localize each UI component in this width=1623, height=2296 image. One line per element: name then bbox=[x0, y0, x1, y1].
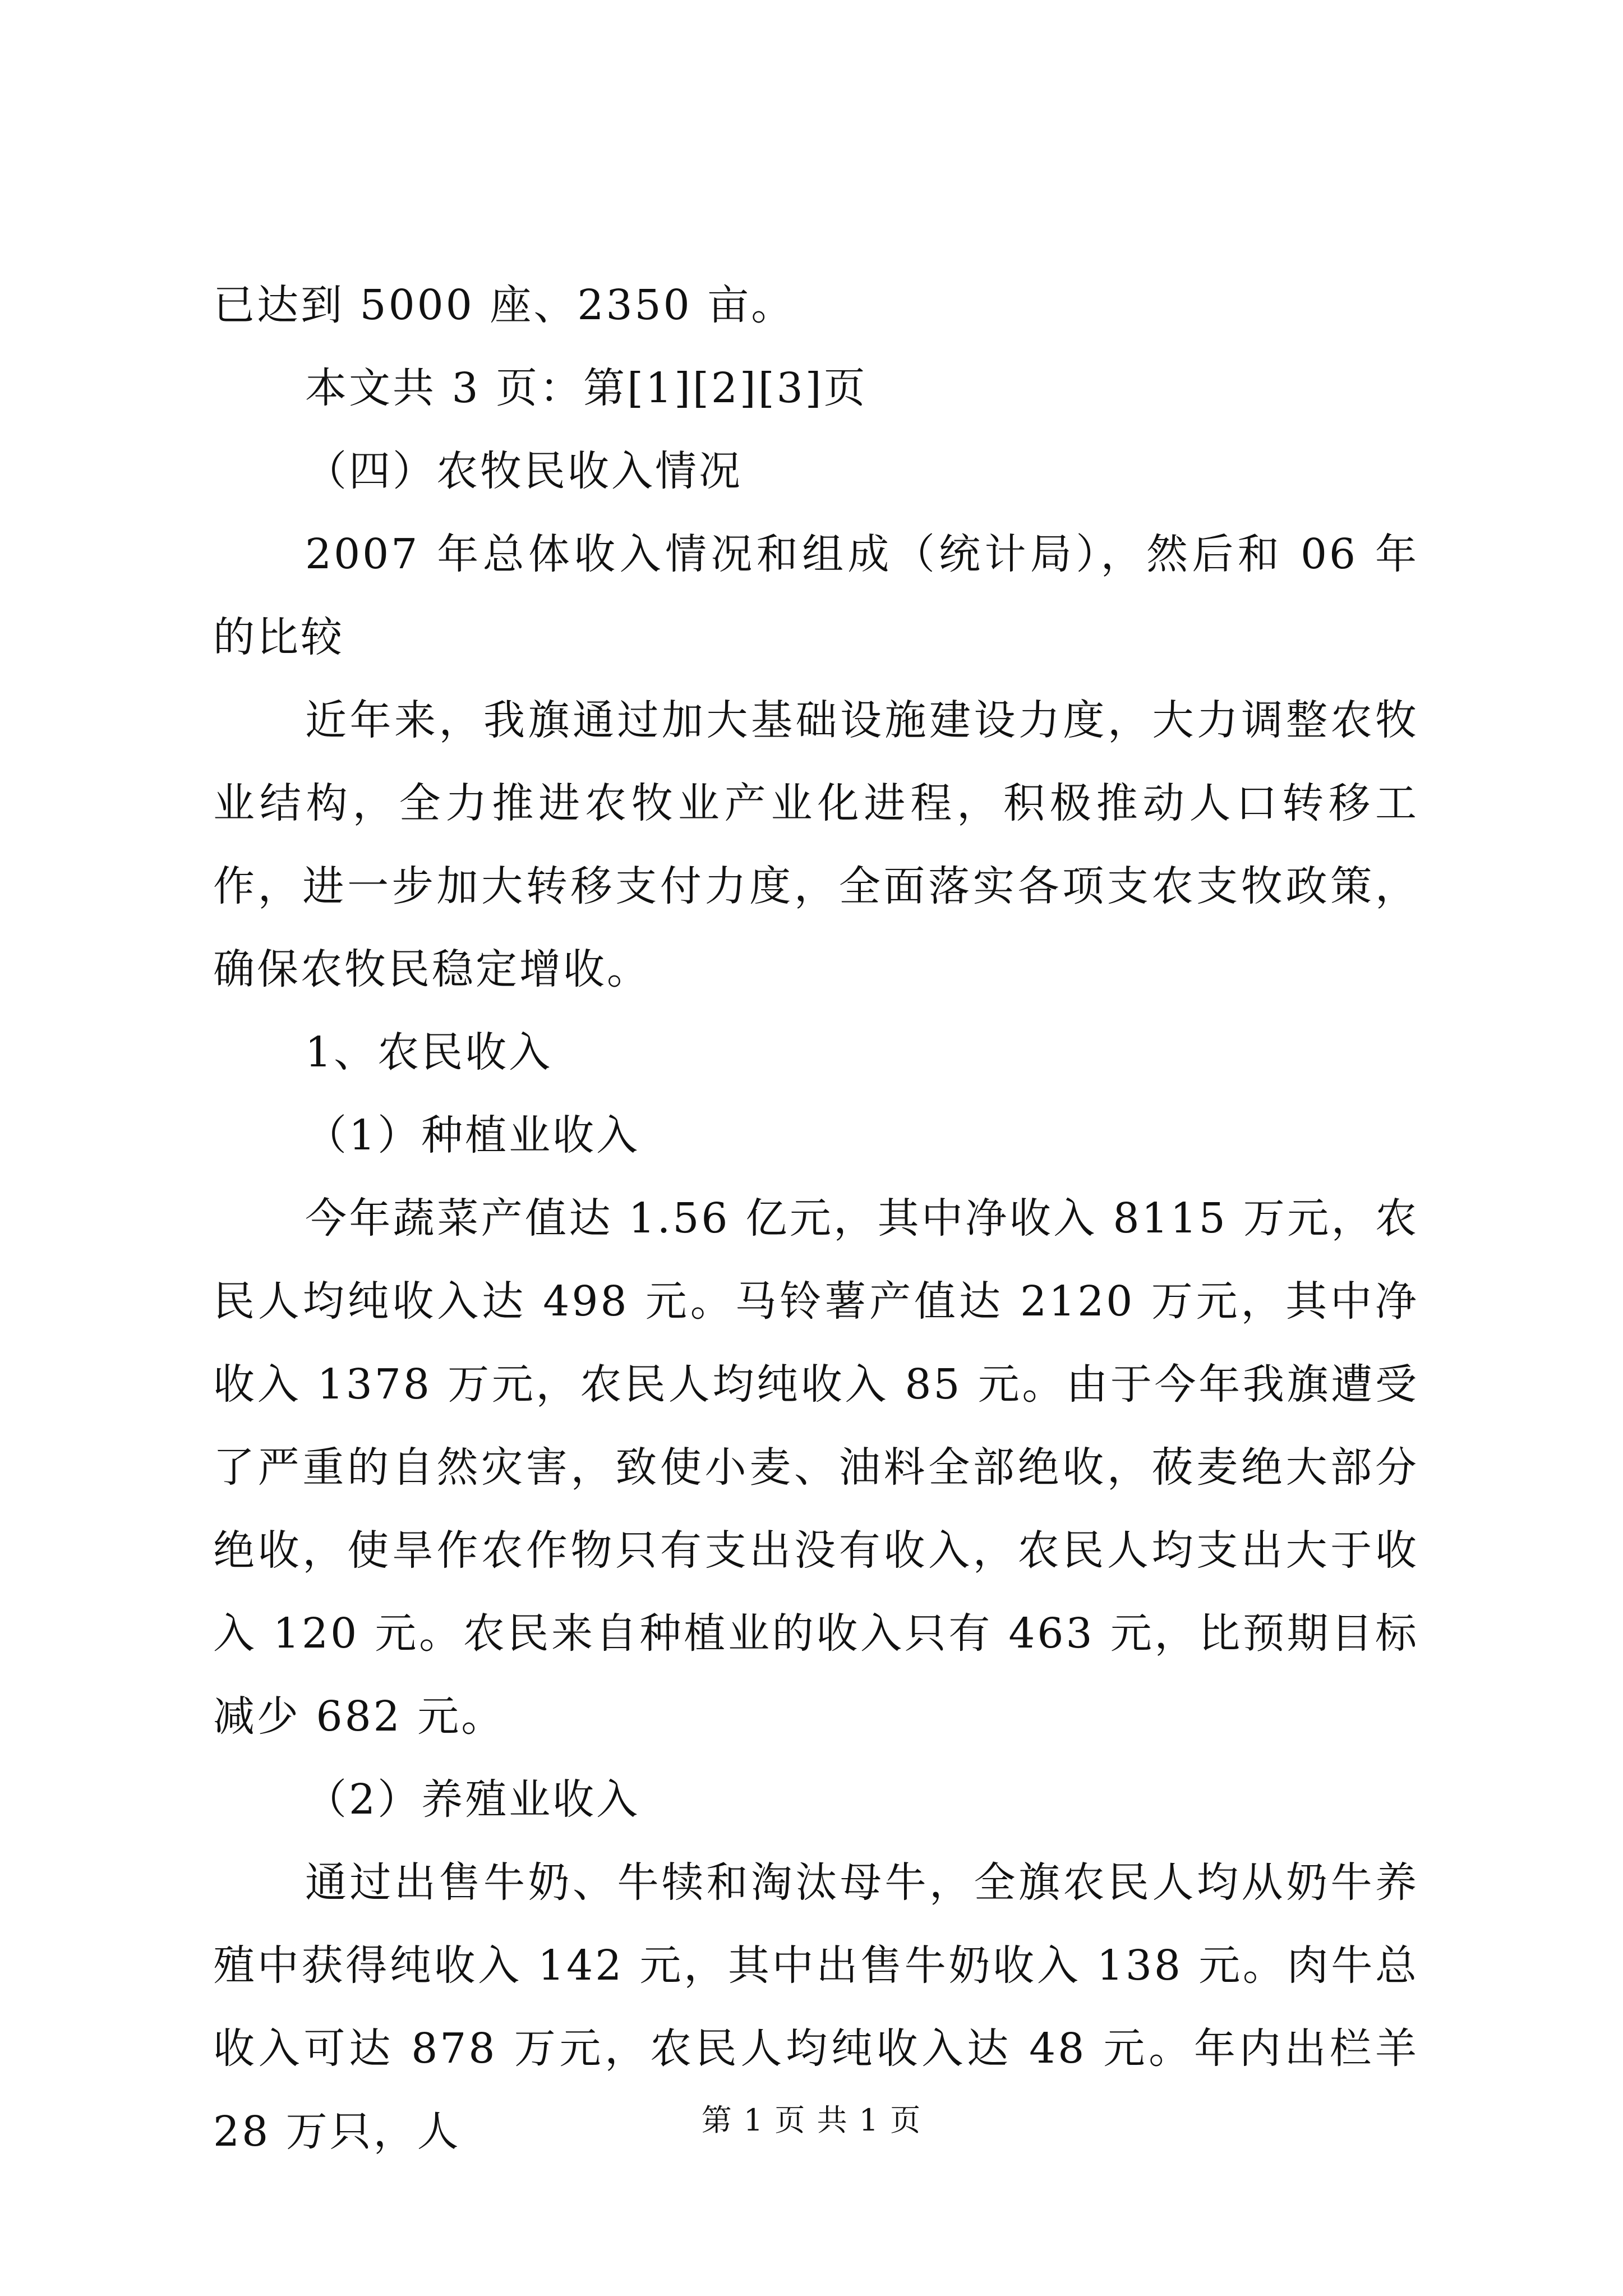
body-paragraph: 通过出售牛奶、牛犊和淘汰母牛，全旗农民人均从奶牛养殖中获得纯收入 142 元，其中出售牛奶收入 138 元。肉牛总收入可达 878 万元，农民人均纯收入达 48 元。年内出栏羊 28 万只，人 bbox=[213, 1858, 1419, 2156]
page-footer: 第 1 页 共 1 页 bbox=[701, 2102, 922, 2138]
subsection-heading: （2）养殖业收入 bbox=[305, 1775, 640, 1824]
subsection-heading: （1）种植业收入 bbox=[305, 1111, 640, 1159]
document-body bbox=[213, 264, 1419, 2173]
body-paragraph: 2007 年总体收入情况和组成（统计局），然后和 06 年的比较 bbox=[213, 530, 1419, 661]
body-paragraph: 今年蔬菜产值达 1.56 亿元，其中净收入 8115 万元，农民人均纯收入达 498 元。马铃薯产值达 2120 万元，其中净收入 1378 万元，农民人均纯收入 85 元。由于今年我旗遭受了严重的自然灾害，致使小麦、油料全部绝收，莜麦绝大部分绝收，使旱作农作物只有支出没有收入，农民人均支出大于收入 120 元。农民来自种植业的收入只有 463 元，比预期目标减少 682 元。 bbox=[213, 1194, 1419, 1741]
body-paragraph: 已达到 5000 座、2350 亩。 bbox=[213, 281, 795, 329]
subsection-heading: 1、农民收入 bbox=[305, 1028, 553, 1076]
section-heading: （四）农牧民收入情况 bbox=[305, 447, 743, 495]
body-paragraph: 近年来，我旗通过加大基础设施建设力度，大力调整农牧业结构，全力推进农牧业产业化进程，积极推动人口转移工作，进一步加大转移支付力度，全面落实各项支农支牧政策，确保农牧民稳定增收。 bbox=[213, 696, 1419, 993]
page-count-note: 本文共 3 页：第[1][2][3]页 bbox=[305, 364, 868, 412]
